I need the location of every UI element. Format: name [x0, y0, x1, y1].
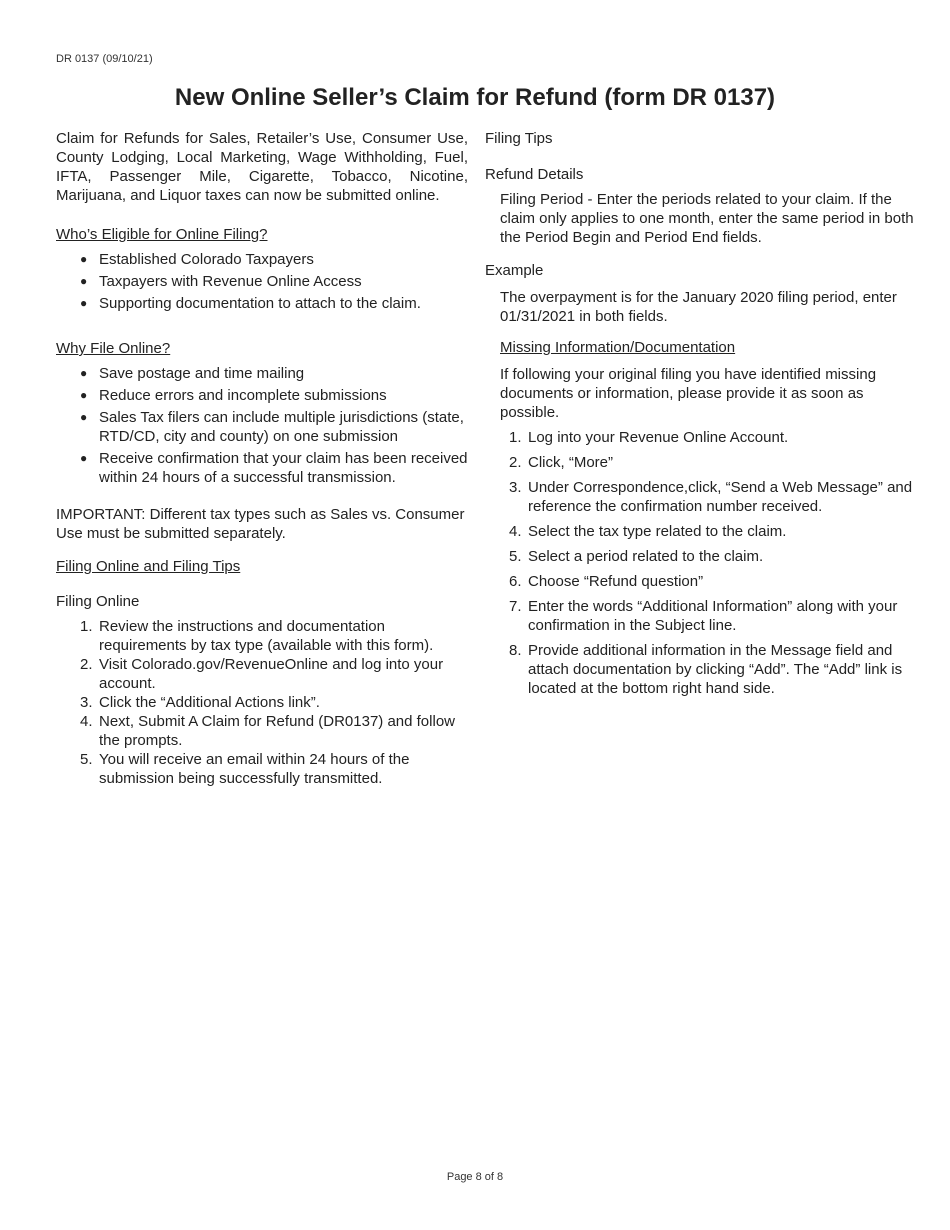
important-note: IMPORTANT: Different tax types such as Sales vs. Consumer Use must be submitted separately. [56, 506, 465, 542]
step-text: Click, “More” [528, 454, 613, 471]
list-item [80, 750, 468, 788]
step-number: 5. [80, 751, 93, 768]
list-item [509, 522, 915, 541]
step-number: 4. [509, 523, 522, 540]
left-column [56, 129, 468, 788]
list-item: ● Sales Tax filers can include multiple jurisdictions (state, RTD/CD, city and county) on one submission [80, 408, 468, 446]
eligible-heading: Who’s Eligible for Online Filing? [56, 226, 268, 243]
list-item: ● Established Colorado Taxpayers [80, 250, 468, 269]
page-number: Page 8 of 8 [446, 1171, 504, 1183]
filing-online-label: Filing Online [56, 593, 140, 610]
list-item [80, 693, 468, 712]
list-item: ● Save postage and time mailing [80, 364, 468, 383]
list-item: ● Receive confirmation that your claim has been received within 24 hours of a successful transmission. [80, 449, 468, 487]
right-column [485, 129, 915, 704]
missing-heading: Missing Information/Documentation [500, 339, 736, 356]
step-number: 1. [80, 618, 93, 635]
step-number: 4. [80, 713, 93, 730]
intro-paragraph: Claim for Refunds for Sales, Retailer’s Use, Consumer Use, County Lodging, Local Marketing, Wage Withholding, Fuel, IFTA, Passenger Mile, Cigarette, Tobacco, Nicotine, Marijuana, and Liquor taxes can now be submitted online. [56, 130, 468, 204]
step-text: Choose “Refund question” [528, 573, 704, 590]
list-item [509, 428, 915, 447]
step-text: Under Correspondence,click, “Send a Web Message” and reference the confirmation number received. [528, 479, 913, 515]
step-text: Click the “Additional Actions link”. [99, 694, 320, 711]
filing-tips-label: Filing Tips [485, 130, 553, 147]
list-item [509, 572, 915, 591]
list-item [80, 617, 468, 655]
step-text: Next, Submit A Claim for Refund (DR0137) and follow the prompts. [99, 713, 455, 749]
list-item [509, 453, 915, 472]
step-number: 3. [80, 694, 93, 711]
list-item [509, 547, 915, 566]
step-text: Select the tax type related to the claim. [528, 523, 787, 540]
filing-period-text: Filing Period - Enter the periods related to your claim. If the claim only applies to one month, enter the same period in both the Period Begin and Period End fields. [500, 191, 914, 246]
step-number: 5. [509, 548, 522, 565]
filing-steps-list [56, 617, 468, 788]
missing-steps-list [485, 428, 915, 698]
list-item [509, 597, 915, 635]
list-item [80, 655, 468, 693]
list-item [509, 641, 915, 698]
step-text: Select a period related to the claim. [528, 548, 764, 565]
step-text: You will receive an email within 24 hours of the submission being successfully transmitted. [99, 751, 410, 787]
why-list [56, 364, 468, 487]
step-number: 2. [80, 656, 93, 673]
missing-intro: If following your original filing you have identified missing documents or information, please provide it as soon as possible. [500, 366, 877, 421]
step-number: 3. [509, 479, 522, 496]
step-number: 8. [509, 642, 522, 659]
step-number: 2. [509, 454, 522, 471]
page-title: New Online Seller’s Claim for Refund (form DR 0137) [174, 84, 776, 111]
step-text: Visit Colorado.gov/RevenueOnline and log into your account. [99, 656, 444, 692]
example-label: Example [485, 262, 544, 279]
list-item [509, 478, 915, 516]
list-item: ● Taxpayers with Revenue Online Access [80, 272, 468, 291]
filing-heading: Filing Online and Filing Tips [56, 558, 241, 575]
form-id: DR 0137 (09/10/21) [56, 53, 153, 65]
step-number: 7. [509, 598, 522, 615]
list-item: ● Supporting documentation to attach to the claim. [80, 294, 468, 313]
step-text: Log into your Revenue Online Account. [528, 429, 789, 446]
step-text: Review the instructions and documentation requirements by tax type (available with this form). [99, 618, 434, 654]
list-item: ● Reduce errors and incomplete submissions [80, 386, 468, 405]
step-number: 1. [509, 429, 522, 446]
step-text: Provide additional information in the Message field and attach documentation by clicking “Add”. The “Add” link is located at the bottom right hand side. [528, 642, 903, 697]
example-text: The overpayment is for the January 2020 filing period, enter 01/31/2021 in both fields. [500, 289, 897, 325]
why-heading: Why File Online? [56, 340, 171, 357]
refund-details-label: Refund Details [485, 166, 584, 183]
eligible-list [56, 250, 468, 313]
step-number: 6. [509, 573, 522, 590]
step-text: Enter the words “Additional Information” along with your confirmation in the Subject line. [528, 598, 898, 634]
list-item [80, 712, 468, 750]
